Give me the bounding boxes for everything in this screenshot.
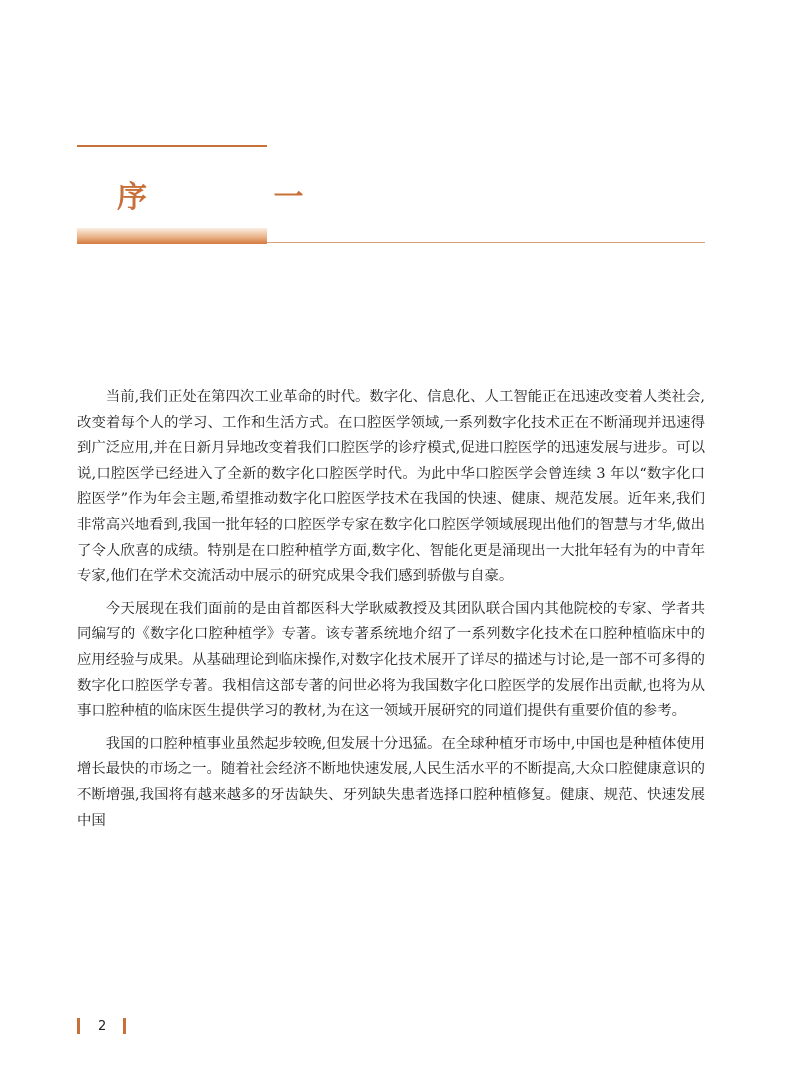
title-top-rule	[77, 145, 267, 147]
footer-right-bar	[123, 1018, 126, 1034]
page-number: 2	[98, 1018, 107, 1034]
title-underline	[267, 242, 705, 243]
paragraph-1: 当前,我们正处在第四次工业革命的时代。数字化、信息化、人工智能正在迅速改变着人类社会,改变着每个人的学习、工作和生活方式。在口腔医学领域,一系列数字化技术正在不断涌现并迅速得到广泛应用,并在日新月异地改变着我们口腔医学的诊疗模式,促进口腔医学的迅速发展与进步。可以说,口腔医学已经进入了全新的数字化口腔医学时代。为此中华口腔医学会曾连续 3 年以“数字化口腔医学”作为年会主题,希望推动数字化口腔医学技术在我国的快速、健康、规范发展。近年来,我们非常高兴地看到,我国一批年轻的口腔医学专家在数字化口腔医学领域展现出他们的智慧与才华,做出了令人欣喜的成绩。特别是在口腔种植学方面,数字化、智能化更是涌现出一大批年轻有为的中青年专家,他们在学术交流活动中展示的研究成果令我们感到骄傲与自豪。	[77, 389, 705, 585]
body-text	[77, 385, 705, 841]
page-footer	[77, 1018, 126, 1034]
page-title: 序 一	[117, 180, 362, 215]
paragraph-3: 我国的口腔种植事业虽然起步较晚,但发展十分迅猛。在全球种植牙市场中,中国也是种植体使用增长最快的市场之一。随着社会经济不断地快速发展,人民生活水平的不断提高,大众口腔健康意识的不断增强,我国将有越来越多的牙齿缺失、牙列缺失患者选择口腔种植修复。健康、规范、快速发展中国	[77, 735, 705, 829]
title-gradient-band	[77, 228, 267, 244]
paragraph-2: 今天展现在我们面前的是由首都医科大学耿威教授及其团队联合国内其他院校的专家、学者共同编写的《数字化口腔种植学》专著。该专著系统地介绍了一系列数字化技术在口腔种植临床中的应用经验与成果。从基础理论到临床操作,对数字化技术展开了详尽的描述与讨论,是一部不可多得的数字化口腔医学专著。我相信这部专著的问世必将为我国数字化口腔医学的发展作出贡献,也将为从事口腔种植的临床医生提供学习的教材,为在这一领域开展研究的同道们提供有重要价值的参考。	[77, 600, 705, 720]
footer-left-bar	[77, 1018, 80, 1034]
